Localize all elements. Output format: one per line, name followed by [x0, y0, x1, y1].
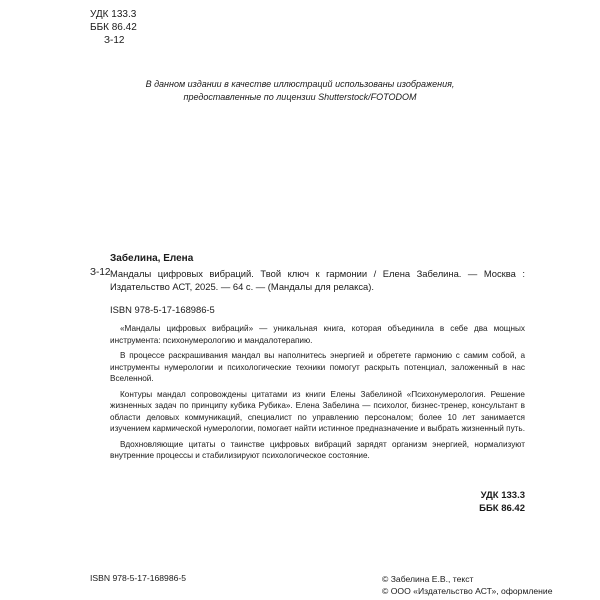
- copyright-publisher: © ООО «Издательство АСТ», оформление: [382, 586, 553, 596]
- udk-code: УДК 133.3: [480, 490, 525, 501]
- copyright-author: © Забелина Е.В., текст: [382, 574, 474, 584]
- bibliographic-description: Мандалы цифровых вибраций. Твой ключ к гармонии / Елена Забелина. — Москва : Издательство АСТ, 2025. — 64 с. — (Мандалы для релакса).: [110, 268, 525, 292]
- abstract-paragraph: В процессе раскрашивания мандал вы наполнитесь энергией и обретете гармонию с самим собой, а инструменты нумерологии и психологические техники помогут раскрыть потенциал, заложенный в нас Вселенной.: [110, 351, 525, 383]
- classification-codes-top: [90, 8, 137, 47]
- abstract-paragraph: «Мандалы цифровых вибраций» — уникальная книга, которая объединила в себе два мощных инструмента: психонумерологию и мандалотерапию.: [110, 324, 525, 345]
- footer-isbn: ISBN 978-5-17-168986-5: [90, 573, 187, 583]
- image-credit: [130, 78, 470, 103]
- bbk-code: ББК 86.42: [90, 22, 137, 33]
- isbn-line: ISBN 978-5-17-168986-5: [110, 304, 215, 315]
- image-credit-line: В данном издании в качестве иллюстраций использованы изображения,: [145, 79, 455, 89]
- classification-codes-bottom: [460, 489, 525, 515]
- biblio-author-mark: З-12: [90, 267, 111, 278]
- abstract-paragraph: Контуры мандал сопровождены цитатами из книги Елены Забелиной «Психонумерология. Решение жизненных задач по принципу кубика Рубика». Елена Забелина — психолог, бизнес-тренер, консультант в области деловых коммуникаций, специалист по управлению персоналом; более 10 лет занимается изучением кармической нумерологии, помогает найти истинное предназначение и выбрать жизненный путь.: [110, 389, 525, 433]
- abstract-paragraph: Вдохновляющие цитаты о таинстве цифровых вибраций зарядят организм энергией, нормализуют внутренние процессы и стабилизируют психологическое состояние.: [110, 439, 525, 460]
- abstract: [110, 323, 525, 466]
- image-credit-line: предоставленные по лицензии Shutterstock/FOTODOM: [183, 91, 417, 102]
- udk-code: УДК 133.3: [90, 9, 137, 20]
- bbk-code: ББК 86.42: [479, 503, 525, 514]
- author-mark: З-12: [104, 35, 125, 46]
- copyright-notice: [382, 573, 553, 597]
- author-heading: Забелина, Елена: [110, 253, 194, 264]
